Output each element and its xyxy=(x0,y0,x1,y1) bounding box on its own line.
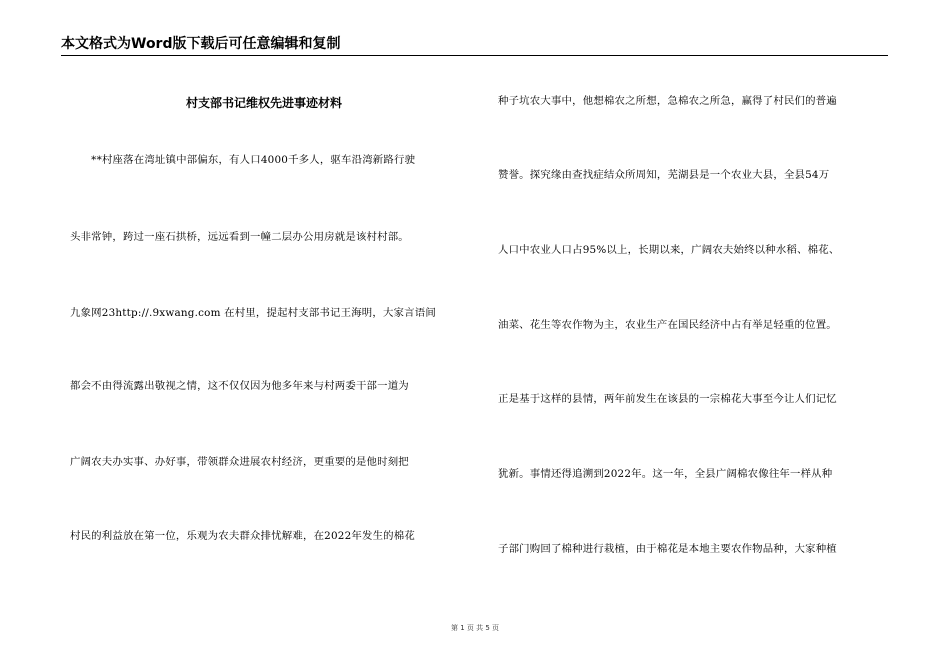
text-line: 种子坑农大事中，他想棉农之所想，急棉农之所急，赢得了村民们的普遍 xyxy=(498,95,837,107)
text-line: 正是基于这样的县情，两年前发生在该县的一宗棉花大事至今让人们记忆 xyxy=(498,393,837,405)
text-line: 赞誉。探究缘由查找症结众所周知，芜湖县是一个农业大县，全县54万 xyxy=(498,169,830,181)
text-line: 子部门购回了棉种进行栽植，由于棉花是本地主要农作物品种，大家种植 xyxy=(498,543,837,555)
page-number: 第 1 页 共 5 页 xyxy=(450,624,500,632)
text-line: 油菜、花生等农作物为主，农业生产在国民经济中占有举足轻重的位置。 xyxy=(498,319,837,331)
text-line: 广阔农夫办实事、办好事，带领群众进展农村经济，更重要的是他时刻把 xyxy=(70,456,409,468)
header-divider xyxy=(61,55,888,56)
text-line: 九象网23http://.9xwang.com 在村里，提起村支部书记王海明，大家言语间 xyxy=(70,307,436,319)
text-line: **村座落在湾址镇中部偏东，有人口4000千多人，驱车沿湾新路行驶 xyxy=(70,154,416,166)
document-header: 本文格式为Word版下载后可任意编辑和复制 xyxy=(61,36,341,52)
text-line: 犹新。事情还得追溯到2022年。这一年，全县广阔棉农像往年一样从种 xyxy=(498,468,833,480)
document-title: 村支部书记维权先进事迹材料 xyxy=(185,96,342,110)
text-line: 村民的利益放在第一位，乐观为农夫群众排忧解难，在2022年发生的棉花 xyxy=(70,530,415,542)
text-line: 都会不由得流露出敬视之情，这不仅仅因为他多年来与村两委干部一道为 xyxy=(70,380,409,392)
text-line: 头非常钟，跨过一座石拱桥，远远看到一幢二层办公用房就是该村村部。 xyxy=(70,231,409,243)
text-line: 人口中农业人口占95%以上，长期以来，广阔农夫始终以种水稻、棉花、 xyxy=(498,244,840,256)
